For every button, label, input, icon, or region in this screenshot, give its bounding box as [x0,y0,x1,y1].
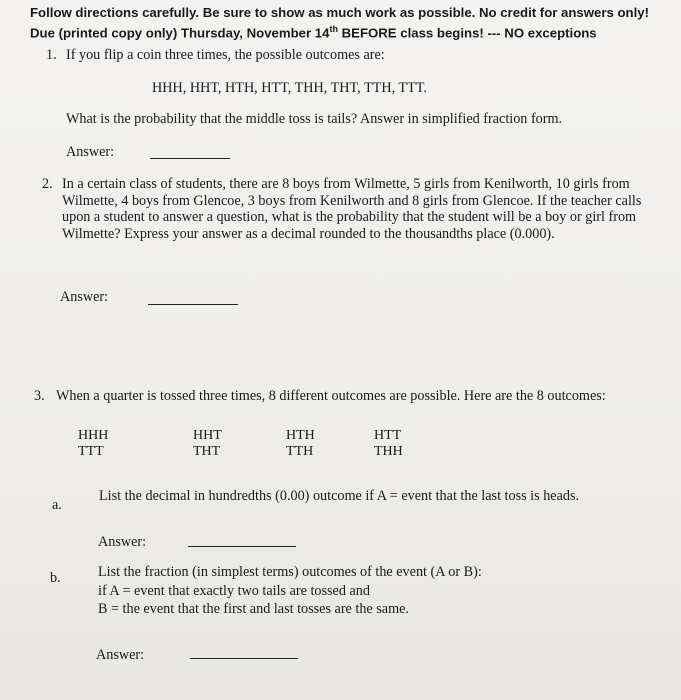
q3-outcome-8: THH [374,444,403,459]
q3a-answer-line[interactable] [188,545,296,547]
q2-answer-line[interactable] [148,303,238,305]
q3-prompt: When a quarter is tossed three times, 8 different outcomes are possible. Here are the 8 outcomes: [56,388,606,404]
instructions: Follow directions carefully. Be sure to show as much work as possible. No credit for answers only! Due (printed copy only) Thursday, November 14th BEFORE class begins! --- NO exceptions [30,5,649,41]
q3b-letter: b. [50,570,61,586]
q3-outcome-3: HTH [286,428,315,443]
q1-answer-label: Answer: [66,144,115,160]
q1-number: 1. [46,47,57,63]
q3-outcome-5: TTT [78,444,104,459]
q3a-answer-label: Answer: [98,534,147,550]
q3-outcome-7: TTH [286,444,314,459]
q3-number: 3. [34,388,45,404]
q3a-text: List the decimal in hundredths (0.00) outcome if A = event that the last toss is heads. [99,488,580,504]
q3b-answer-label: Answer: [96,647,145,663]
q1-question: What is the probability that the middle toss is tails? Answer in simplified fraction form. [66,111,563,127]
q3a-letter: a. [52,497,62,513]
q2-number: 2. [42,176,53,192]
q3b-line3: B = the event that the first and last tosses are the same. [98,601,409,617]
q1-answer-line[interactable] [150,157,230,159]
q3b-line2: if A = event that exactly two tails are tossed and [98,583,370,599]
q3b-answer-line[interactable] [190,657,298,659]
q1-prompt: If you flip a coin three times, the possible outcomes are: [66,47,385,63]
q3b-line1: List the fraction (in simplest terms) outcomes of the event (A or B): [98,564,482,580]
q3-outcome-6: THT [193,444,221,459]
q1-outcomes: HHH, HHT, HTH, HTT, THH, THT, TTH, TTT. [152,80,427,96]
q2-text: In a certain class of students, there are 8 boys from Wilmette, 5 girls from Kenilworth, 10 girls from Wilmette, 4 boys from Glencoe, 3 boys from Kenilworth and 8 girls from Glencoe. If the teacher calls upon a student to answer a question, what is the probability that the student will be a boy or girl from Wilmette? Express your answer as a decimal rounded to the thousandths place (0.000). [62,176,642,242]
q3-outcome-1: HHH [78,428,109,443]
q3-outcome-4: HTT [374,428,402,443]
q2-answer-label: Answer: [60,289,109,305]
q3-outcome-2: HHT [193,428,222,443]
